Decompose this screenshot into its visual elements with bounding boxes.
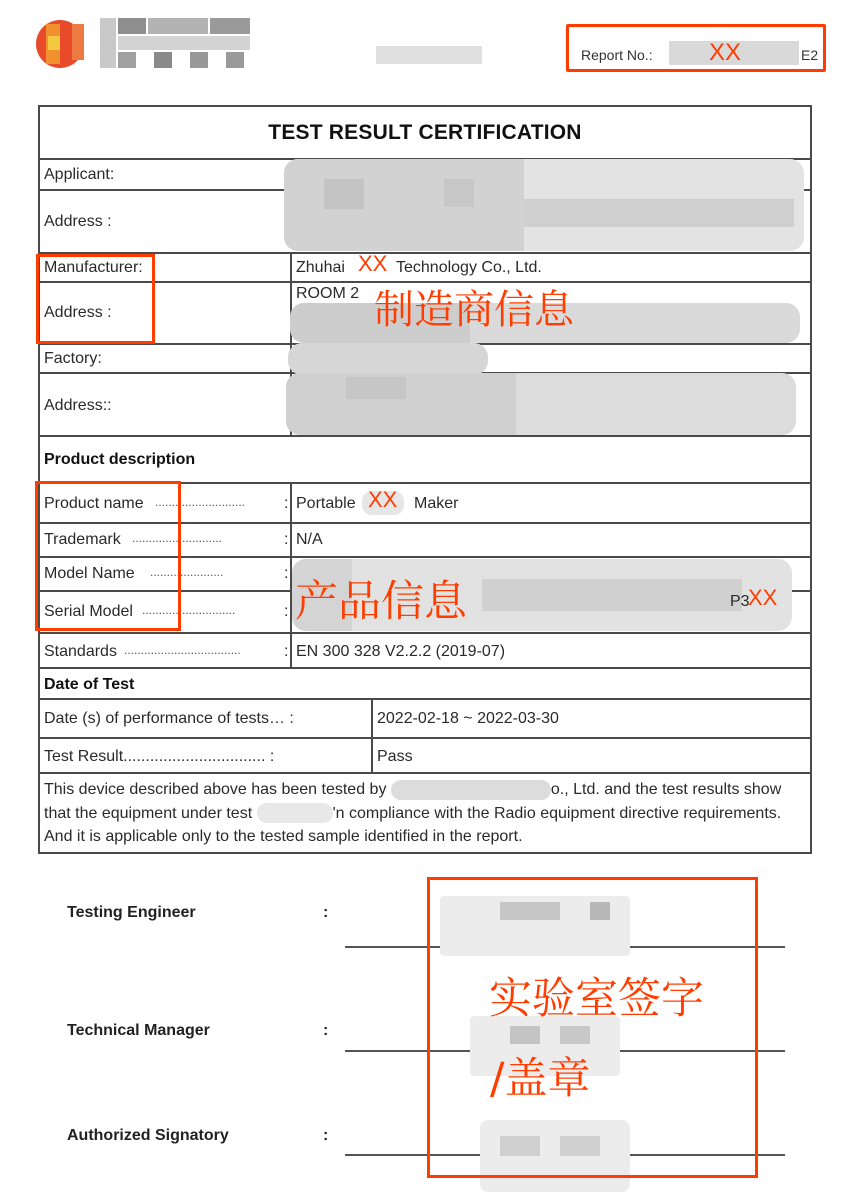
leader-dots: ................................... [124,643,241,657]
lab-signature-annotation-line2: /盖章 [490,1054,591,1104]
applicant-address-label: Address : [44,213,112,230]
product-name-value-prefix: Portable [296,495,356,512]
manufacturer-value-suffix: Technology Co., Ltd. [396,259,542,276]
factory-address-label: Address:: [44,397,112,414]
manufacturer-label: Manufacturer: [44,259,143,276]
factory-redaction [288,343,488,375]
applicant-redaction [284,159,804,251]
product-name-redacted-mark: XX [368,487,398,512]
manufacturer-highlight-box [36,254,155,344]
company-logo-redacted [14,8,264,70]
report-number-mark: XX [709,39,742,66]
leader-dots: ...................... [150,565,224,579]
product-name-value-suffix: Maker [414,495,459,512]
trademark-label: Trademark [44,531,121,548]
date-of-test-heading: Date of Test [44,676,135,693]
lab-signature-annotation-line1: 实验室签字 [489,974,704,1024]
leader-dots: ............................ [142,603,236,617]
colon: : [323,1127,329,1144]
product-description-heading: Product description [44,451,196,468]
technical-manager-label: Technical Manager [67,1022,210,1039]
status-redaction [257,803,333,823]
standards-label: Standards [44,643,117,660]
factory-label: Factory: [44,350,102,367]
leader-dots: ........................... [132,531,223,545]
colon: : [284,495,289,512]
statement-part1: This device described above has been tested by [44,781,387,798]
lab-signature-highlight-box [427,877,758,1178]
colon: : [284,603,289,620]
testing-engineer-label: Testing Engineer [67,904,196,921]
certification-table [38,105,812,854]
factory-address-redaction [286,373,796,435]
colon: : [323,1022,329,1039]
serial-model-redacted-mark: XX [748,585,778,610]
statement-part3: 'n compliance with the Radio equipment directive requirements. And it is applicable only to the tested sample identified in the report. [44,804,782,845]
test-result-label: Test Result................................ : [44,748,275,765]
model-name-label: Model Name [44,565,135,582]
manufacturer-address-value: ROOM 2 [296,285,360,302]
page-title: TEST RESULT CERTIFICATION [268,121,582,144]
statement-part2: o., Ltd. and the test results show that the equipment under test [44,781,782,822]
product-highlight-box [35,481,181,631]
report-number-suffix: E2 [801,47,819,63]
leader-dots: ........................... [155,495,246,509]
applicant-label: Applicant: [44,166,115,183]
lab-name-redaction [391,780,551,800]
colon: : [284,565,289,582]
manufacturer-info-annotation: 制造商信息 [374,287,574,333]
standards-value: EN 300 328 V2.2.2 (2019-07) [296,643,506,660]
manufacturer-value-prefix: Zhuhai [296,259,345,276]
colon: : [323,904,329,921]
trademark-value: N/A [296,531,323,548]
colon: : [284,531,289,548]
manufacturer-address-label: Address : [44,304,112,321]
serial-model-value-prefix: P3 [730,593,750,610]
product-name-label: Product name [44,495,144,512]
report-number-box [566,24,826,72]
colon: : [284,643,289,660]
test-result-value: Pass [377,748,413,765]
manufacturer-redacted-mark: XX [358,251,388,276]
certification-statement [44,778,810,849]
authorized-signatory-label: Authorized Signatory [67,1127,229,1144]
header-redacted-text [376,46,482,64]
test-date-label: Date (s) of performance of tests… : [44,710,294,727]
serial-model-label: Serial Model [44,603,133,620]
report-number-label: Report No.: [581,47,653,63]
test-date-value: 2022-02-18 ~ 2022-03-30 [377,710,559,727]
product-info-annotation: 产品信息 [295,577,467,627]
